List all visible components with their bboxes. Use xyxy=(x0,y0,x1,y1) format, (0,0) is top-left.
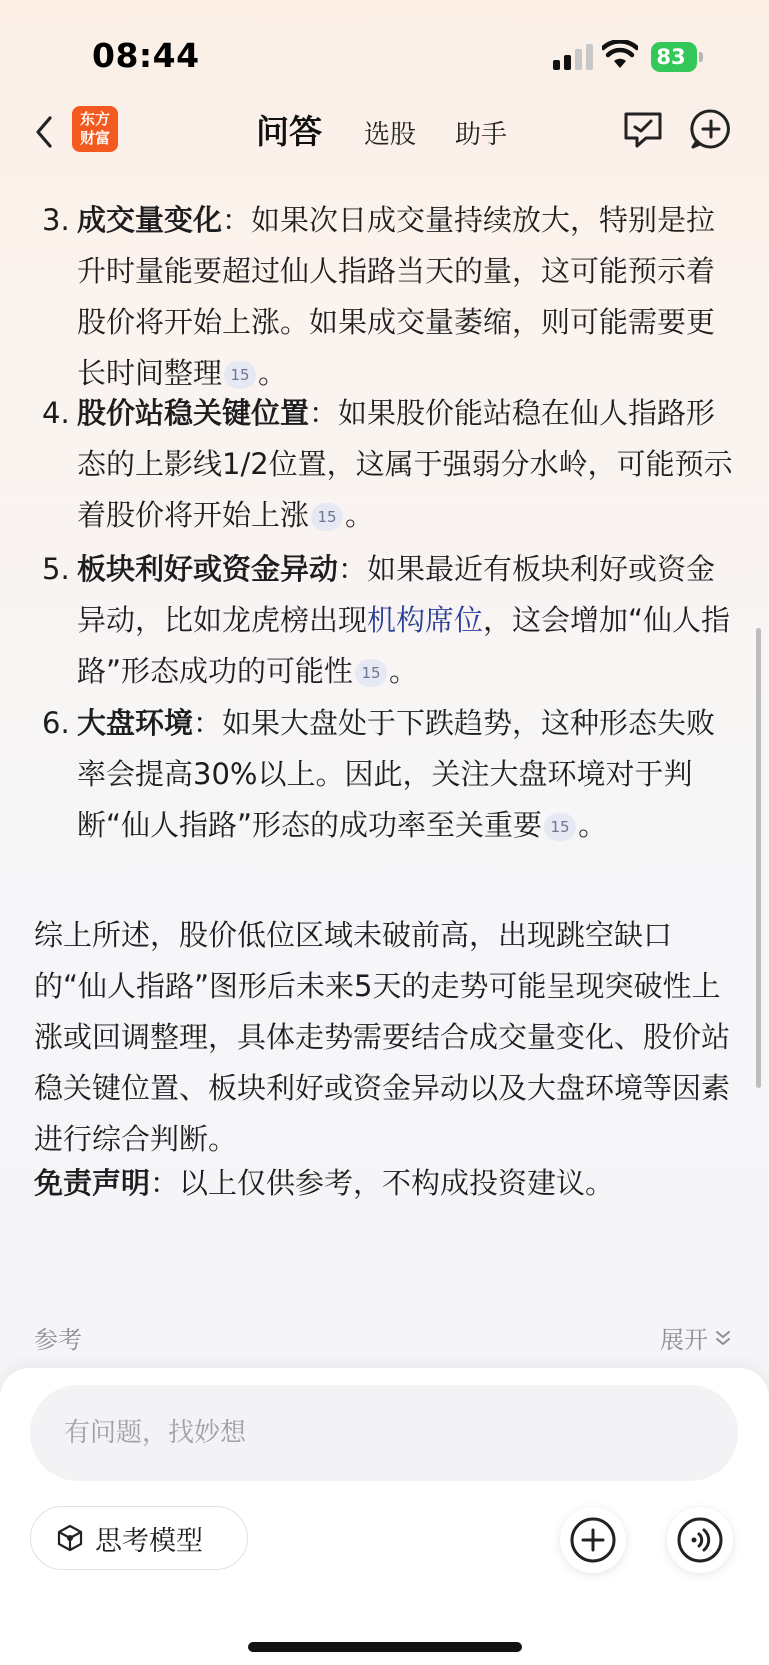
disclaimer xyxy=(34,1158,744,1209)
citation-badge[interactable]: 15 xyxy=(311,503,343,531)
list-number: 4. xyxy=(42,396,70,430)
voice-wave-icon xyxy=(676,1516,724,1564)
item-title: 板块利好或资金异动 xyxy=(77,552,339,586)
item-text: ：如果股价能站稳在仙人指路形态的上影线1/2位置，这属于强弱分水岭，可能预示着股价将开始上涨 xyxy=(77,396,733,532)
list-number: 5. xyxy=(42,552,70,586)
new-chat-icon[interactable] xyxy=(688,106,734,152)
institution-seat-link[interactable]: 机构席位 xyxy=(367,603,484,637)
tab-stock-picking[interactable]: 选股 xyxy=(364,120,417,150)
list-number: 3. xyxy=(42,203,70,237)
add-button[interactable] xyxy=(560,1507,626,1573)
cellular-signal-icon xyxy=(553,44,595,70)
nav-bar xyxy=(0,100,769,170)
references-row xyxy=(34,1320,734,1356)
item-text: ：如果大盘处于下跌趋势，这种形态失败率会提高30%以上。因此，关注大盘环境对于判断“仙人指路”形态的成功率至关重要 xyxy=(77,706,716,842)
battery-tip xyxy=(699,52,703,62)
disclaimer-title: 免责声明 xyxy=(34,1166,151,1200)
item-end: 。 xyxy=(578,808,608,842)
tab-assistant[interactable]: 助手 xyxy=(455,120,508,150)
question-input[interactable]: 有问题，找妙想 xyxy=(30,1385,738,1481)
citation-badge[interactable]: 15 xyxy=(224,361,256,389)
status-bar xyxy=(0,0,769,110)
references-label: 参考 xyxy=(34,1326,82,1354)
item-title: 成交量变化 xyxy=(77,203,223,237)
item-text-before: ：如果最近有板块利好或资金异动，比如龙虎榜出现 xyxy=(77,552,716,637)
expand-label: 展开 xyxy=(660,1326,708,1354)
item-text: ：如果次日成交量持续放大，特别是拉升时量能要超过仙人指路当天的量，这可能预示着股价将开始上涨。如果成交量萎缩，则可能需要更长时间整理 xyxy=(77,203,716,390)
back-chevron-icon[interactable] xyxy=(30,112,60,152)
model-cube-icon xyxy=(55,1523,85,1553)
home-indicator xyxy=(248,1642,522,1652)
logo-line1: 东方 xyxy=(79,110,110,128)
item-end: 。 xyxy=(345,498,375,532)
citation-badge[interactable]: 15 xyxy=(355,659,387,687)
item-title: 大盘环境 xyxy=(77,706,194,740)
wifi-icon xyxy=(602,40,638,70)
logo-line2: 财富 xyxy=(79,129,110,147)
composer-panel xyxy=(0,1368,769,1665)
item-end: 。 xyxy=(389,654,419,688)
disclaimer-text: ：以上仅供参考，不构成投资建议。 xyxy=(150,1166,615,1200)
thinking-model-button[interactable] xyxy=(30,1506,248,1570)
item-text-after: ，这会增加“仙人指路”形态成功的可能性 xyxy=(77,603,731,688)
scrollbar[interactable] xyxy=(756,628,761,1088)
list-item-market-environment xyxy=(42,698,742,851)
citation-badge[interactable]: 15 xyxy=(544,813,576,841)
double-chevron-down-icon xyxy=(712,1327,734,1349)
tab-qa[interactable]: 问答 xyxy=(256,112,322,151)
app-logo[interactable] xyxy=(72,106,118,152)
status-time: 08:44 xyxy=(92,36,200,75)
feedback-chat-icon[interactable] xyxy=(620,106,666,152)
list-number: 6. xyxy=(42,706,70,740)
thinking-model-label: 思考模型 xyxy=(95,1525,203,1557)
plus-circle-icon xyxy=(569,1516,617,1564)
item-end: 。 xyxy=(258,356,288,390)
list-item-volume-change xyxy=(42,195,742,399)
battery-icon xyxy=(651,42,703,72)
list-item-sector-capital xyxy=(42,544,742,697)
item-title: 股价站稳关键位置 xyxy=(77,396,310,430)
battery-level: 83 xyxy=(651,42,697,72)
expand-references-button[interactable] xyxy=(660,1320,734,1355)
voice-input-button[interactable] xyxy=(667,1507,733,1573)
list-item-key-position xyxy=(42,388,742,541)
summary-paragraph: 综上所述，股价低位区域未破前高，出现跳空缺口的“仙人指路”图形后未来5天的走势可能呈现突破性上涨或回调整理，具体走势需要结合成交量变化、股价站稳关键位置、板块利好或资金异动以及大盘环境等因素进行综合判断。 xyxy=(34,918,731,1156)
